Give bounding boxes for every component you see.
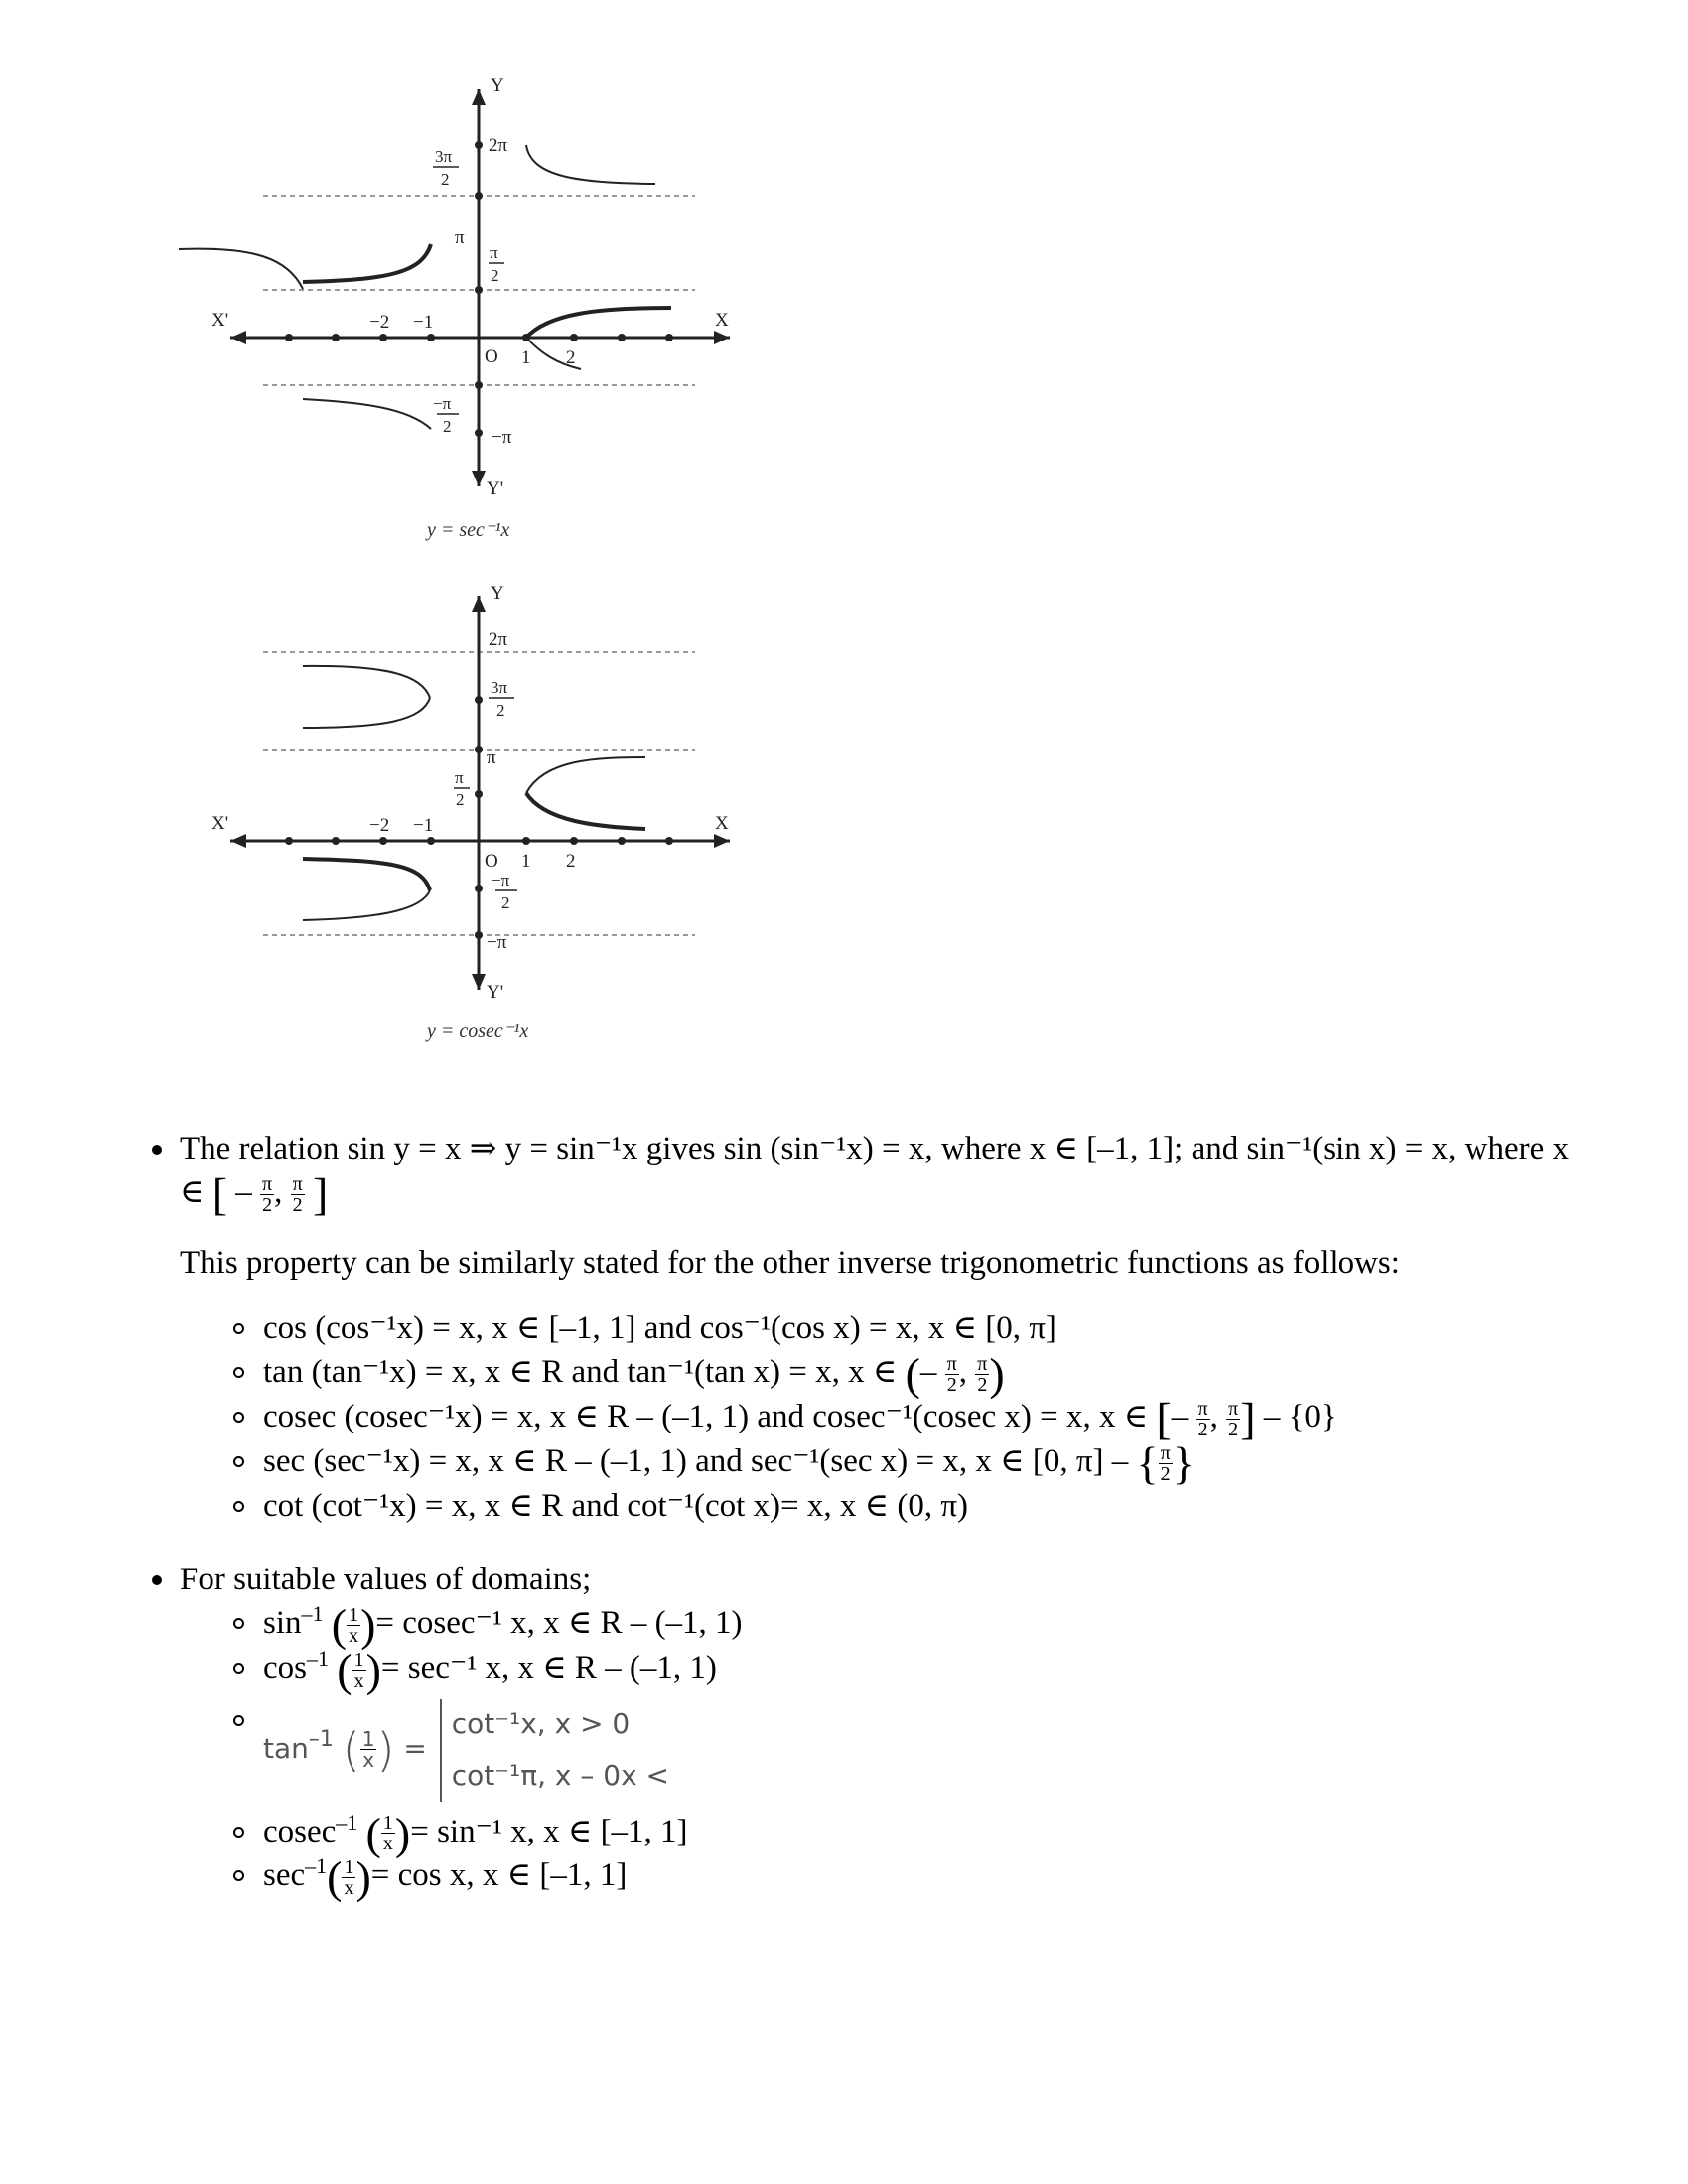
curve-right-principal bbox=[526, 308, 671, 338]
label-3pi-over-2-num: 3π bbox=[491, 678, 508, 697]
curve-left-lower bbox=[303, 890, 430, 920]
properties-section bbox=[0, 1127, 1688, 1903]
label-1: 1 bbox=[521, 851, 531, 872]
x-axis-right-arrow bbox=[714, 834, 730, 848]
label-neg-pi: −π bbox=[492, 427, 512, 448]
y-axis-bottom-arrow bbox=[472, 974, 486, 990]
curve-right-principal bbox=[526, 793, 645, 829]
x-prime-label: X' bbox=[211, 310, 229, 331]
label-3pi-over-2-den: 2 bbox=[441, 170, 450, 189]
main-bullet-list bbox=[0, 1127, 1688, 1903]
label-pi-over-2-num: π bbox=[455, 768, 464, 787]
label-pi: π bbox=[487, 748, 496, 768]
element-of-symbol: ∈ bbox=[180, 1174, 205, 1210]
x-axis-label: X bbox=[715, 813, 729, 834]
label-neg-2: −2 bbox=[369, 815, 390, 836]
curve-helper bbox=[271, 258, 431, 289]
reciprocal-identities-list bbox=[180, 1599, 1688, 1903]
y-prime-label: Y' bbox=[487, 478, 504, 499]
y-axis-top-arrow bbox=[472, 596, 486, 612]
property-cos: cos (cos⁻¹x) = x, x ∈ [–1, 1] and cos⁻¹(cos x) = x, x ∈ [0, π] bbox=[263, 1306, 1688, 1350]
bullet-suitable-domains bbox=[180, 1558, 1688, 1903]
x-axis-right-arrow bbox=[714, 331, 730, 344]
origin-label: O bbox=[485, 346, 498, 367]
curve-upper-left-b bbox=[303, 698, 430, 728]
property-intro-paragraph: This property can be similarly stated for the other inverse trigonometric functions as follows: bbox=[180, 1244, 1400, 1281]
pi-over-2-fraction: $\frac{\pi}{2}$ bbox=[292, 1172, 303, 1216]
label-pi: π bbox=[455, 227, 465, 248]
property-tan: tan (tan⁻¹x) = x, x ∈ R and tan⁻¹(tan x) = x, x ∈ (– $\frac{\pi}{2}$ , $\frac{\pi}{2}$ ) bbox=[263, 1350, 1688, 1395]
origin-label: O bbox=[485, 851, 498, 872]
label-neg-pi-over-2-num: −π bbox=[433, 394, 452, 413]
label-3pi-over-2-num: 3π bbox=[435, 147, 453, 166]
label-pi-over-2-num: π bbox=[490, 243, 498, 262]
y-axis-label: Y bbox=[491, 583, 504, 604]
property-sec: sec (sec⁻¹x) = x, x ∈ R – (–1, 1) and sec⁻¹(sec x) = x, x ∈ [0, π] – { $\frac{\pi}{2}$ } bbox=[263, 1439, 1688, 1484]
label-2pi: 2π bbox=[489, 135, 508, 156]
piecewise-cases: cot⁻¹x, x > 0 cot⁻¹π, x – 0x < bbox=[440, 1699, 669, 1802]
x-axis-left-arrow bbox=[230, 834, 246, 848]
curve-left-upper bbox=[179, 249, 303, 289]
curve-left-principal bbox=[303, 859, 430, 890]
interval-open-bracket: [ bbox=[211, 1168, 228, 1220]
label-neg-1: −1 bbox=[413, 815, 434, 836]
label-neg-pi: −π bbox=[487, 932, 507, 953]
curve-upper-left-a bbox=[303, 666, 430, 698]
curve-left-lower bbox=[303, 399, 431, 429]
bullet-sin-relation: The relation sin y = x ⇒ y = sin⁻¹x gives sin (sin⁻¹x) = x, where x ∈ [–1, 1]; and sin⁻¹(sin x) = x, where x ∈ [ – $\frac{\pi}{2}$ , $\frac{\pi}{2}$ ] This property can be similarly stated for the other inverse trigonometric functions as follows: cos (cos⁻¹x) = x, x ∈ [–1, 1] and cos⁻¹(cos x) = x, x ∈ [0, π] tan (tan⁻¹x) = x, x ∈ R and tan⁻¹(tan x) = x, x ∈ (– $\frac{\pi}{2}$ , $\frac{\pi}{2}$ ) cosec (cosec⁻¹x) = x, x ∈ R – (–1, 1) and cosec⁻¹(cosec x) = x, x ∈ [– $\frac{\pi}{2}$ , $\frac{\pi}{2}$ ] – {0} sec (sec⁻¹x) = x, x ∈ R – (–1, 1) and sec⁻¹(sec x) = x, x ∈ [0, π] – { $\frac{\pi}{2}$ } cot (cot⁻¹x) = x, x ∈ R and cot⁻¹(cot x)= x, x ∈ (0, π) bbox=[180, 1127, 1688, 1528]
y-axis-label: Y bbox=[491, 75, 504, 96]
curve-upper-right bbox=[526, 145, 655, 184]
graph2-caption: y = cosec⁻¹x bbox=[427, 1021, 529, 1042]
interval-close-bracket: ] bbox=[312, 1168, 329, 1220]
identity-tan-inverse: $\tan^{-1}$ ( $\frac{1}{x}$ ) = cot⁻¹x, x > 0 cot⁻¹π, x – 0x < bbox=[263, 1699, 1688, 1802]
label-neg-pi-over-2-num: −π bbox=[492, 871, 510, 889]
identity-cosec-inverse: cosec$^{-1}$ ( $\frac{1}{x}$ )= sin⁻¹ x, x ∈ [–1, 1] bbox=[263, 1810, 1688, 1854]
x-axis-label: X bbox=[715, 310, 729, 331]
label-pi-over-2-den: 2 bbox=[491, 266, 499, 285]
label-1: 1 bbox=[521, 347, 531, 368]
label-pi-over-2-den: 2 bbox=[456, 790, 465, 809]
curve-right-upper bbox=[526, 757, 645, 793]
label-3pi-over-2-den: 2 bbox=[496, 701, 505, 720]
graph1-caption: y = sec⁻¹x bbox=[427, 519, 510, 541]
identity-sec-inverse: $\sec^{-1}$( $\frac{1}{x}$ )= cos x, x ∈ [–1, 1] bbox=[263, 1853, 1688, 1898]
identity-sin-inverse: $\sin^{-1}$ ( $\frac{1}{x}$ )= cosec⁻¹ x, x ∈ R – (–1, 1) bbox=[263, 1601, 1688, 1646]
y-axis-top-arrow bbox=[472, 89, 486, 105]
inverse-properties-list bbox=[180, 1306, 1688, 1528]
sec-inverse-graph bbox=[0, 69, 794, 566]
sin-relation-text: The relation sin y = x ⇒ y = sin⁻¹x gives sin (sin⁻¹x) = x, where x ∈ [–1, 1]; and sin⁻¹(sin x) = x, where x bbox=[180, 1131, 1570, 1166]
label-2: 2 bbox=[566, 347, 576, 368]
pi-over-2-fraction: $\frac{\pi}{2}$ bbox=[262, 1172, 273, 1216]
label-neg-1: −1 bbox=[413, 312, 434, 333]
label-neg-pi-over-2-den: 2 bbox=[501, 893, 510, 912]
label-2pi: 2π bbox=[489, 629, 508, 650]
y-axis-bottom-arrow bbox=[472, 471, 486, 486]
property-cosec: cosec (cosec⁻¹x) = x, x ∈ R – (–1, 1) and cosec⁻¹(cosec x) = x, x ∈ [– $\frac{\pi}{2}$ , $\frac{\pi}{2}$ ] – {0} bbox=[263, 1395, 1688, 1439]
label-neg-2: −2 bbox=[369, 312, 390, 333]
label-neg-pi-over-2-den: 2 bbox=[443, 417, 452, 436]
label-2: 2 bbox=[566, 851, 576, 872]
suitable-domains-heading: For suitable values of domains; bbox=[180, 1561, 592, 1597]
x-prime-label: X' bbox=[211, 813, 229, 834]
y-prime-label: Y' bbox=[487, 982, 504, 1003]
x-axis-left-arrow bbox=[230, 331, 246, 344]
minus-sign: – bbox=[235, 1174, 252, 1210]
identity-cos-inverse: $\cos^{-1}$ ( $\frac{1}{x}$ )= sec⁻¹ x, x ∈ R – (–1, 1) bbox=[263, 1646, 1688, 1691]
cosec-inverse-graph bbox=[0, 581, 794, 1057]
property-cot: cot (cot⁻¹x) = x, x ∈ R and cot⁻¹(cot x)= x, x ∈ (0, π) bbox=[263, 1484, 1688, 1528]
curve-left-principal bbox=[303, 244, 431, 282]
